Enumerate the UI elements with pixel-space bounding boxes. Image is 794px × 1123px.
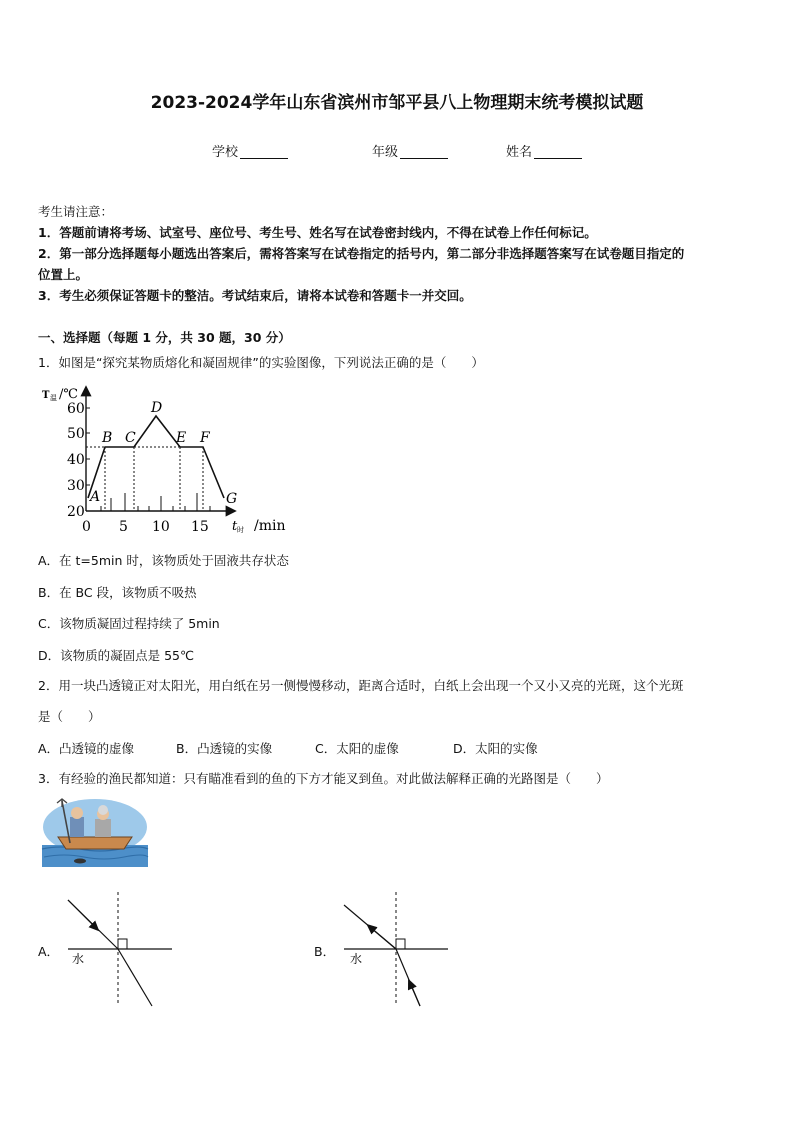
temperature-curve — [88, 416, 224, 498]
school-blank[interactable] — [240, 144, 288, 159]
point-b: B — [102, 430, 113, 446]
q3-stem: 3．有经验的渔民都知道：只有瞄准看到的鱼的下方才能叉到鱼。对此做法解释正确的光路图是（ ） — [38, 771, 609, 786]
y-tick-50: 50 — [67, 426, 85, 442]
y-tick-30: 30 — [67, 478, 85, 494]
x-tick-15: 15 — [191, 519, 209, 535]
x-axis-unit: /min — [254, 518, 286, 534]
point-c: C — [125, 430, 136, 446]
q2-stem-line1: 2．用一块凸透镜正对太阳光，用白纸在另一侧慢慢移动，距离合适时，白纸上会出现一个又小又亮的光斑，这个光斑 — [38, 678, 684, 693]
refracted-ray — [118, 949, 152, 1006]
q3-option-a-label[interactable]: A． — [38, 944, 60, 959]
q3-diagram-b[interactable] — [336, 890, 456, 1010]
x-tick-10: 10 — [152, 519, 170, 535]
name-blank[interactable] — [534, 144, 582, 159]
x-tick-5: 5 — [119, 519, 128, 535]
q3-option-b-label[interactable]: B． — [314, 944, 336, 959]
name-field — [506, 141, 582, 160]
y-axis-label: T — [42, 390, 50, 401]
incident-ray-arrow — [68, 900, 96, 928]
q2-option-d[interactable]: D．太阳的实像 — [453, 741, 538, 756]
section-heading: 一、选择题（每题 1 分，共 30 题，30 分） — [38, 330, 291, 345]
water-label: 水 — [72, 952, 85, 966]
q3-diagram-a[interactable] — [60, 890, 180, 1010]
q2-stem-line2: 是（ ） — [38, 709, 101, 724]
school-field — [212, 141, 288, 160]
x-tick-0: 0 — [82, 519, 91, 535]
grade-field — [372, 141, 448, 160]
q2-option-a[interactable]: A．凸透镜的虚像 — [38, 741, 135, 756]
point-e: E — [176, 430, 187, 446]
q2-option-b[interactable]: B．凸透镜的实像 — [176, 741, 273, 756]
notice-item-1: 1．答题前请将考场、试室号、座位号、考生号、姓名写在试卷密封线内，不得在试卷上作任何标记。 — [38, 225, 597, 240]
notice-item-3: 3．考生必须保证答题卡的整洁。考试结束后，请将本试卷和答题卡一并交回。 — [38, 288, 472, 303]
x-axis-label: t — [232, 519, 238, 534]
y-tick-20: 20 — [67, 504, 85, 520]
point-g: G — [226, 491, 238, 507]
notice-item-2: 2．第一部分选择题每小题选出答案后，需将答案写在试卷指定的括号内，第二部分非选择题答案写在试卷题目指定的 — [38, 246, 685, 261]
q1-option-b[interactable]: B．在 BC 段，该物质不吸热 — [38, 585, 197, 600]
grade-blank[interactable] — [400, 144, 448, 159]
point-a: A — [90, 489, 101, 505]
page-title: 2023-2024学年山东省滨州市邹平县八上物理期末统考模拟试题 — [150, 93, 644, 113]
point-f: F — [200, 430, 210, 446]
school-label: 学校 — [212, 145, 239, 160]
x-axis-sub: 时 — [237, 526, 244, 534]
name-label: 姓名 — [506, 145, 533, 160]
y-tick-60: 60 — [67, 401, 85, 417]
q1-option-a[interactable]: A．在 t=5min 时，该物质处于固液共存状态 — [38, 553, 289, 568]
q1-option-c[interactable]: C．该物质凝固过程持续了 5min — [38, 616, 220, 631]
water-label: 水 — [350, 952, 363, 966]
q1-option-d[interactable]: D．该物质的凝固点是 55℃ — [38, 648, 195, 663]
grade-label: 年级 — [372, 145, 399, 160]
point-d: D — [151, 400, 163, 416]
q2-option-c[interactable]: C．太阳的虚像 — [315, 741, 399, 756]
q1-stem: 1．如图是“探究某物质熔化和凝固规律”的实验图像，下列说法正确的是（ ） — [38, 355, 484, 370]
notice-heading: 考生请注意： — [38, 204, 114, 219]
air-ray-arrow — [370, 927, 396, 949]
y-axis-sub: 温 — [50, 394, 57, 402]
y-tick-40: 40 — [67, 452, 85, 468]
y-axis-unit: /℃ — [59, 387, 78, 402]
fisherman-boat-illustration — [40, 797, 150, 871]
q1-temperature-graph — [38, 380, 298, 540]
notice-item-2-cont: 位置上。 — [38, 267, 89, 282]
water-ray-arrow — [410, 983, 420, 1006]
